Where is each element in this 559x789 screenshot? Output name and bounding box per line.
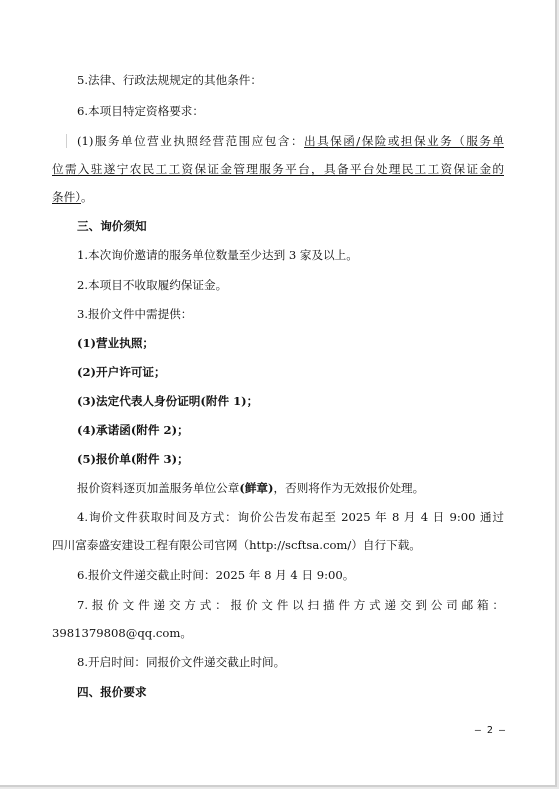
stamp-requirement: [77, 480, 424, 496]
inquiry-item-3: 3.报价文件中需提供：: [77, 307, 193, 321]
inquiry-item-7-line-2: 3981379808@qq.com。: [52, 626, 192, 640]
stamp-text-bold: (鲜章): [239, 481, 274, 495]
inquiry-item-7-line-1: 7.报价文件递交方式：报价文件以扫描件方式递交到公司邮箱：: [77, 598, 504, 612]
section-3-heading: 三、询价须知: [77, 219, 147, 233]
requirement-1-underlined-1: 出具保函/保险或担保业务（服务单: [304, 134, 504, 148]
requirement-1-underlined-3: 条件）: [52, 190, 81, 204]
inquiry-item-1: 1.本次询价邀请的服务单位数量至少达到 3 家及以上。: [77, 248, 358, 262]
required-doc-4: (4)承诺函(附件 2)；: [77, 423, 189, 437]
required-doc-5: (5)报价单(附件 3)；: [77, 452, 189, 466]
page-number: — 2 —: [474, 725, 505, 736]
inquiry-item-4-line-2: 四川富泰盛安建设工程有限公司官网（http://scftsa.com/）自行下载。: [52, 538, 421, 552]
requirement-1-prefix: (1)服务单位营业执照经营范围应包含：: [77, 134, 305, 148]
requirement-1-end: 。: [80, 190, 93, 204]
inquiry-item-6: 6.报价文件递交截止时间：2025 年 8 月 4 日 9:00。: [77, 568, 355, 582]
stamp-text-2: ，否则将作为无效报价处理。: [273, 481, 425, 495]
requirement-1-line-1: [77, 133, 504, 149]
required-doc-3: (3)法定代表人身份证明(附件 1)；: [77, 394, 259, 408]
inquiry-item-8: 8.开启时间：同报价文件递交截止时间。: [77, 655, 286, 669]
requirement-1-line-3: [52, 189, 93, 205]
required-doc-2: (2)开户许可证；: [77, 365, 166, 379]
inquiry-item-4-line-1: 4.询价文件获取时间及方式：询价公告发布起至 2025 年 8 月 4 日 9:00 通过: [77, 510, 504, 524]
stamp-text-1: 报价资料逐页加盖服务单位公章: [77, 481, 240, 495]
requirement-1-underlined-2: 位需入驻遂宁农民工工资保证金管理服务平台，具备平台处理民工工资保证金的: [52, 162, 504, 176]
section-4-heading: 四、报价要求: [77, 685, 147, 699]
inquiry-item-2: 2.本项目不收取履约保证金。: [77, 278, 228, 292]
requirement-1-line-2: [52, 161, 504, 177]
required-doc-1: (1)营业执照；: [77, 336, 155, 350]
condition-6: 6.本项目特定资格要求：: [77, 104, 204, 118]
margin-mark: [66, 134, 73, 148]
condition-5: 5.法律、行政法规规定的其他条件：: [77, 73, 262, 87]
